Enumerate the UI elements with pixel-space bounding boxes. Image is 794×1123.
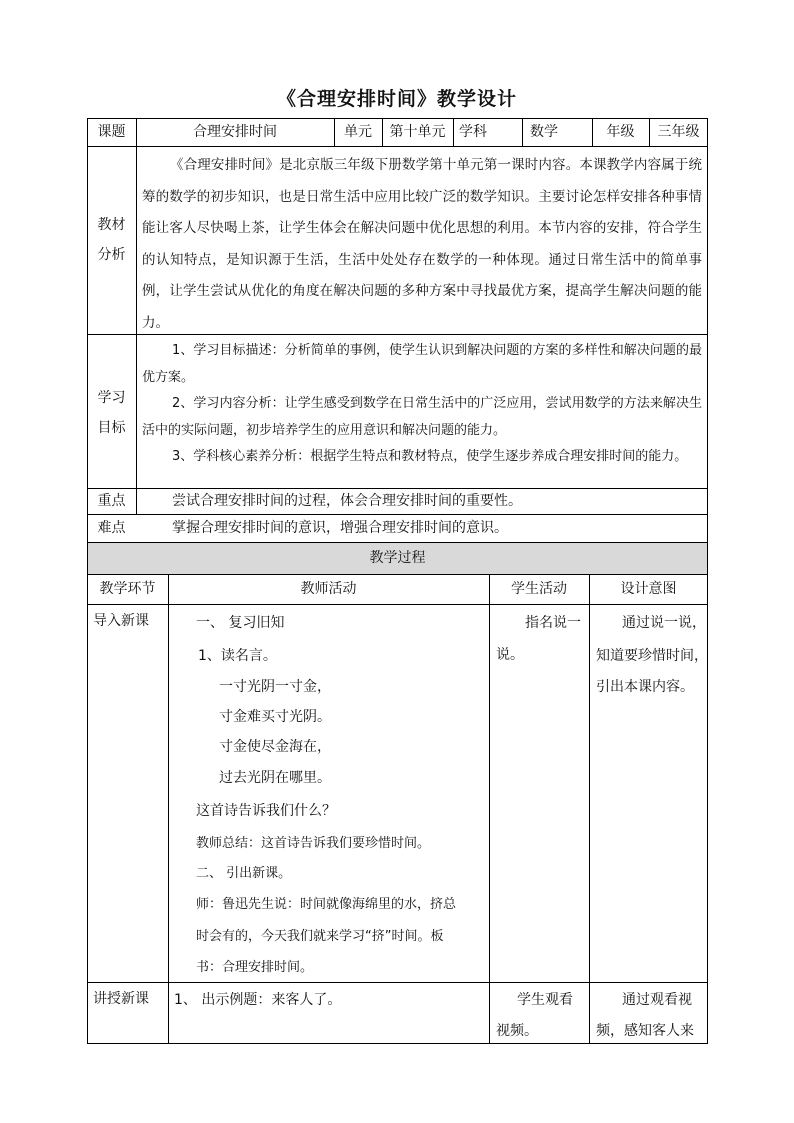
- teacher-line: 一寸光阴一寸金，: [219, 679, 331, 695]
- student-line: 视频。: [496, 1023, 538, 1039]
- document-title: 《合理安排时间》教学设计: [276, 88, 517, 110]
- column-header-intent: 设计意图: [620, 581, 677, 597]
- grade-value: 三年级: [657, 124, 700, 140]
- intent-line: 频，感知客人来: [596, 1023, 694, 1039]
- difficulty-label: 难点: [97, 520, 126, 536]
- column-header-stage: 教学环节: [99, 581, 156, 597]
- new-lesson-teacher-activity: 1、 出示例题：来客人了。: [174, 992, 342, 1008]
- goal-item: 1、学习目标描述：分析简单的事例，使学生认识到解决问题的方案的多样性和解决问题的最优方案。: [142, 343, 702, 385]
- unit-label: 单元: [344, 124, 372, 140]
- topic-label: 课题: [97, 124, 126, 140]
- teacher-line: 时会有的，今天我们就来学习“挤”时间。板: [196, 929, 444, 944]
- goal-item: 2、学习内容分析：让学生感受到数学在日常生活中的广泛应用，尝试用数学的方法来解决生活中的实际问题，初步培养学生的应用意识和解决问题的能力。: [142, 396, 702, 438]
- subject-value: 数学: [530, 124, 558, 140]
- intent-line: 通过说一说，: [622, 615, 706, 631]
- teacher-line: 书：合理安排时间。: [196, 960, 314, 975]
- process-table: [87, 542, 708, 1044]
- difficulty-text: 掌握合理安排时间的意识，增强合理安排时间的意识。: [172, 520, 508, 536]
- learning-goals-list: [142, 338, 702, 471]
- grade-label: 年级: [606, 124, 635, 140]
- teacher-line: 寸金难买寸光阴。: [219, 709, 331, 725]
- stage-new-lesson: 讲授新课: [93, 991, 149, 1007]
- stage-intro: 导入新课: [93, 613, 149, 629]
- teacher-line: 师：鲁迅先生说：时间就像海绵里的水，挤总: [196, 897, 457, 912]
- topic-value: 合理安排时间: [193, 124, 277, 140]
- key-point-text: 尝试合理安排时间的过程，体会合理安排时间的重要性。: [172, 493, 522, 509]
- teacher-line: 寸金使尽金海在，: [219, 739, 331, 755]
- teacher-line: 这首诗告诉我们什么？: [196, 803, 336, 819]
- teacher-line: 教师总结：这首诗告诉我们要珍惜时间。: [196, 836, 431, 851]
- teacher-line: 一、 复习旧知: [196, 615, 285, 631]
- student-line: 学生观看: [517, 992, 573, 1008]
- intent-line: 引出本课内容。: [596, 679, 694, 695]
- teacher-line: 二、 引出新课。: [196, 866, 292, 881]
- student-line: 说。: [496, 647, 524, 663]
- material-analysis-label: 教材 分析: [97, 217, 126, 263]
- unit-value: 第十单元: [389, 124, 446, 140]
- teacher-line: 过去光阴在哪里。: [219, 770, 331, 786]
- subject-label: 学科: [459, 124, 487, 140]
- student-line: 指名说一: [525, 615, 581, 631]
- intent-line: 通过观看视: [622, 992, 692, 1008]
- key-point-label: 重点: [97, 493, 126, 509]
- learning-goals-label: 学习 目标: [97, 390, 126, 436]
- column-header-teacher: 教师活动: [300, 581, 357, 597]
- material-analysis-text: 《合理安排时间》是北京版三年级下册数学第十单元第一课时内容。本课教学内容属于统筹的数学的初步知识，也是日常生活中应用比较广泛的数学知识。主要讨论怎样安排各种事情能让客人尽快喝上茶，让学生体会在解决问题中优化思想的利用。本节内容的安排，符合学生的认知特点，是知识源于生活，生活中处处存在数学的一种体现。通过日常生活中的简单事例，让学生尝试从优化的角度在解决问题的多种方案中寻找最优方案，提高学生解决问题的能力。: [142, 157, 702, 331]
- goal-item: 3、学科核心素养分析：根据学生特点和教材特点，使学生逐步养成合理安排时间的能力。: [172, 449, 688, 464]
- teacher-line: 1、读名言。: [198, 648, 277, 664]
- column-header-student: 学生活动: [511, 581, 567, 597]
- process-banner: 教学过程: [369, 550, 426, 566]
- intent-line: 知道要珍惜时间，: [596, 648, 708, 664]
